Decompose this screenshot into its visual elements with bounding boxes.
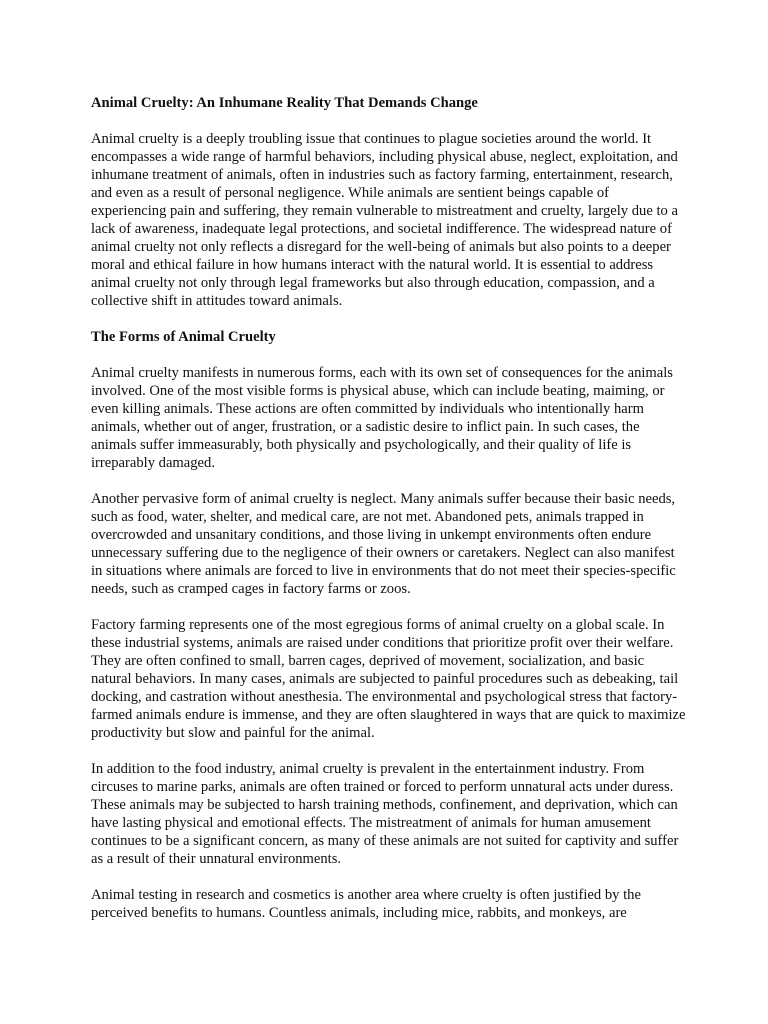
section-heading: The Forms of Animal Cruelty: [91, 329, 276, 345]
body-paragraph-entertainment: In addition to the food industry, animal cruelty is prevalent in the entertainment industry. From circuses to marine parks, animals are often trained or forced to perform unnatural acts under duress. These animals may be subjected to harsh training methods, confinement, and deprivation, which can have lasting physical and emotional effects. The mistreatment of animals for human amusement continues to be a significant concern, as many of these animals are not suited for captivity and suffer as a result of their unnatural environments.: [91, 761, 679, 867]
intro-paragraph: Animal cruelty is a deeply troubling issue that continues to plague societies around the world. It encompasses a wide range of harmful behaviors, including physical abuse, neglect, exploitation, and inhumane treatment of animals, often in industries such as factory farming, entertainment, research, and even as a result of personal negligence. While animals are sentient beings capable of experiencing pain and suffering, they remain vulnerable to mistreatment and cruelty, largely due to a lack of awareness, inadequate legal protections, and societal indifference. The widespread nature of animal cruelty not only reflects a disregard for the well-being of animals but also points to a deeper moral and ethical failure in how humans interact with the natural world. It is essential to address animal cruelty not only through legal frameworks but also through education, compassion, and a collective shift in attitudes toward animals.: [91, 131, 678, 309]
body-paragraph-factory-farming: Factory farming represents one of the most egregious forms of animal cruelty on a global scale. In these industrial systems, animals are raised under conditions that prioritize profit over their welfare. They are often confined to small, barren cages, deprived of movement, socialization, and basic natural behaviors. In many cases, animals are subjected to painful procedures such as debeaking, tail docking, and castration without anesthesia. The environmental and psychological stress that factory-farmed animals endure is immense, and they are often slaughtered in ways that are quick to maximize productivity but slow and painful for the animal.: [91, 617, 686, 741]
document-page: [91, 94, 687, 940]
body-paragraph-physical-abuse: Animal cruelty manifests in numerous forms, each with its own set of consequences for the animals involved. One of the most visible forms is physical abuse, which can include beating, maiming, or even killing animals. These actions are often committed by individuals who intentionally harm animals, whether out of anger, frustration, or a sadistic desire to inflict pain. In such cases, the animals suffer immeasurably, both physically and psychologically, and their quality of life is irreparably damaged.: [91, 365, 673, 471]
body-paragraph-neglect: Another pervasive form of animal cruelty is neglect. Many animals suffer because their basic needs, such as food, water, shelter, and medical care, are not met. Abandoned pets, animals trapped in overcrowded and unsanitary conditions, and those living in unkempt environments often endure unnecessary suffering due to the negligence of their owners or caretakers. Neglect can also manifest in situations where animals are forced to live in environments that do not meet their species-specific needs, such as cramped cages in factory farms or zoos.: [91, 491, 676, 597]
body-paragraph-animal-testing: Animal testing in research and cosmetics is another area where cruelty is often justified by the perceived benefits to humans. Countless animals, including mice, rabbits, and monkeys, are: [91, 887, 641, 921]
document-title: Animal Cruelty: An Inhumane Reality That Demands Change: [91, 95, 478, 111]
